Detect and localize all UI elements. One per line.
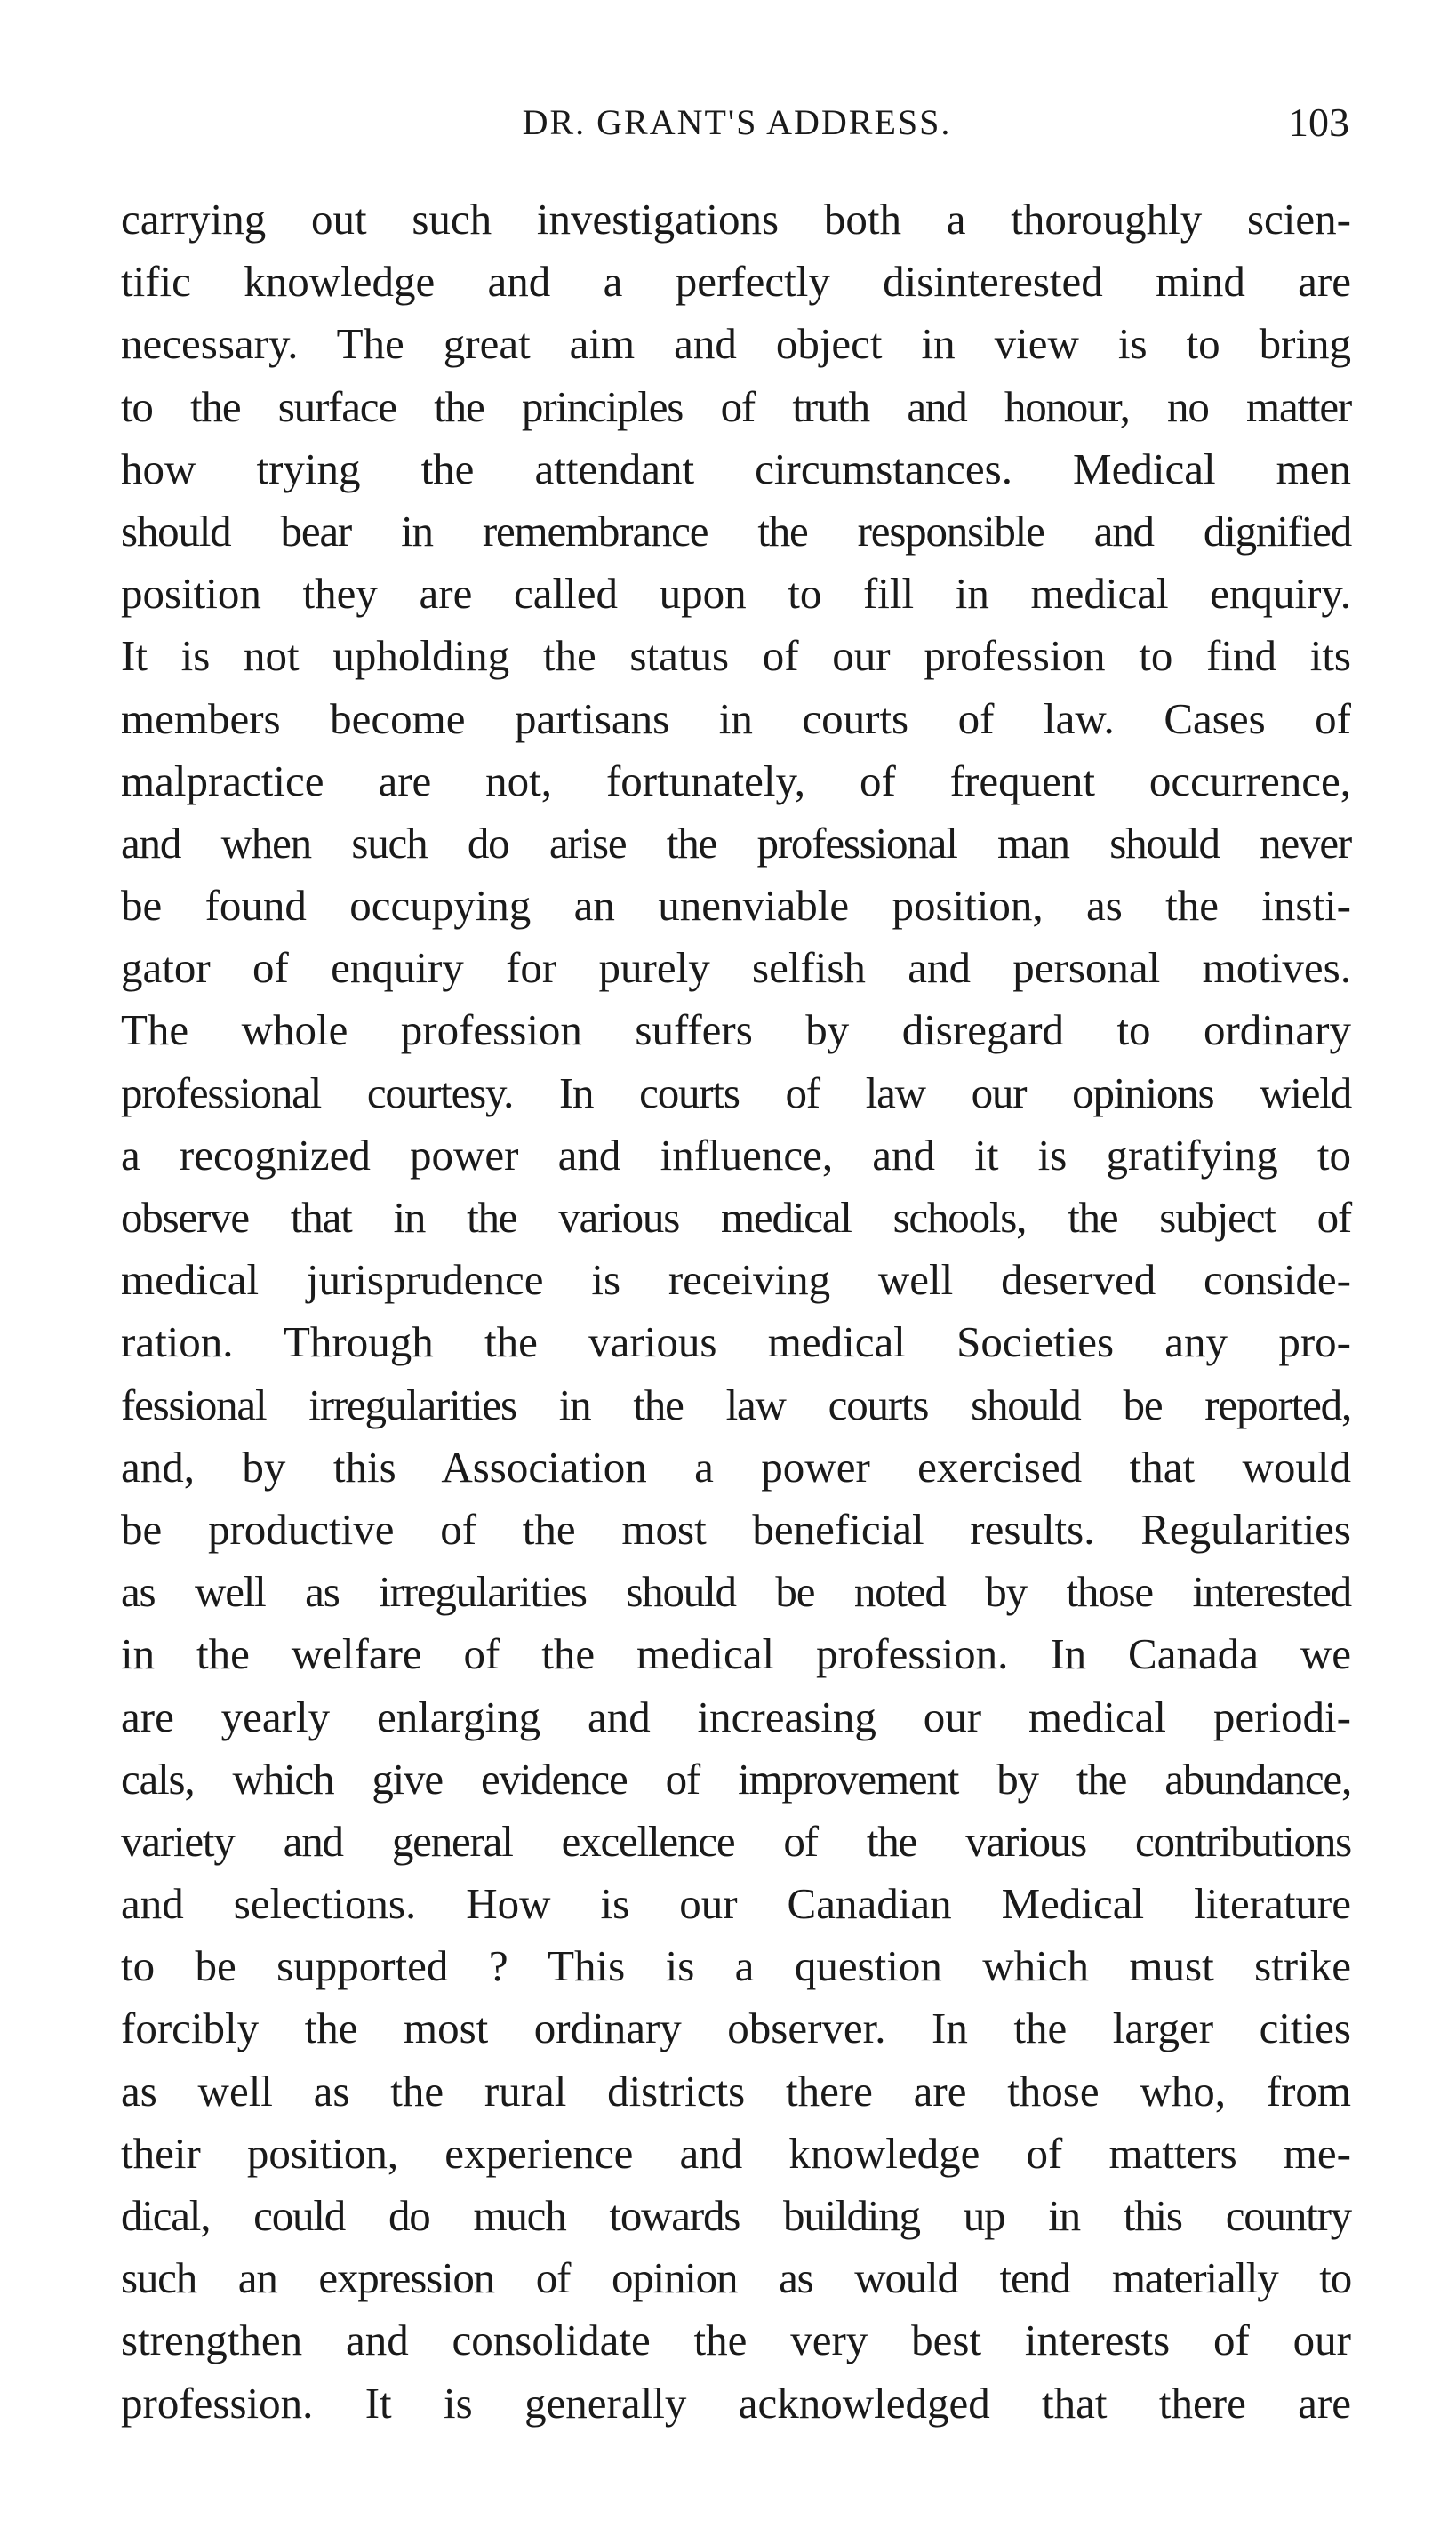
text-line: how trying the attendant circumstances. Medical men	[121, 444, 1351, 493]
text-line: and, by this Association a power exercised that would	[121, 1442, 1351, 1492]
text-line: position they are called upon to fill in medical enquiry.	[121, 569, 1351, 619]
text-line: strengthen and consolidate the very best interests of our	[121, 2316, 1351, 2365]
text-line: variety and general excellence of the various contributions	[121, 1816, 1351, 1866]
text-line: and when such do arise the professional man should never	[121, 818, 1351, 868]
text-line: their position, experience and knowledge of matters me-	[121, 2128, 1351, 2178]
text-line: be found occupying an unenviable position, as the insti-	[121, 881, 1351, 931]
text-line: observe that in the various medical schools, the subject of	[121, 1193, 1351, 1242]
body-text	[121, 188, 1351, 2435]
text-line: tific knowledge and a perfectly disinterested mind are	[121, 257, 1351, 307]
text-line: forcibly the most ordinary observer. In the larger cities	[121, 2004, 1351, 2053]
text-line: dical, could do much towards building up in this country	[121, 2191, 1351, 2240]
text-line: ration. Through the various medical Societies any pro-	[121, 1317, 1351, 1367]
running-title: DR. GRANT'S ADDRESS.	[522, 102, 952, 142]
text-line: to the surface the principles of truth and honour, no matter	[121, 381, 1351, 431]
text-line: medical jurisprudence is receiving well deserved conside-	[121, 1255, 1351, 1305]
text-line: fessional irregularities in the law courts should be reported,	[121, 1380, 1351, 1429]
text-line: members become partisans in courts of law. Cases of	[121, 693, 1351, 743]
text-line: to be supported ? This is a question which must strike	[121, 1941, 1351, 1991]
text-line: and selections. How is our Canadian Medical literature	[121, 1879, 1351, 1929]
text-line: malpractice are not, fortunately, of frequent occurrence,	[121, 756, 1351, 805]
text-line: It is not upholding the status of our profession to find its	[121, 631, 1351, 681]
text-line: cals, which give evidence of improvement by the abundance,	[121, 1754, 1351, 1804]
text-line: in the welfare of the medical profession. In Canada we	[121, 1629, 1351, 1679]
text-line: such an expression of opinion as would tend materially to	[121, 2253, 1351, 2303]
page-number: 103	[1288, 100, 1349, 145]
text-line: The whole profession suffers by disregard to ordinary	[121, 1005, 1351, 1055]
running-head	[124, 96, 1349, 149]
text-line: gator of enquiry for purely selfish and personal motives.	[121, 943, 1351, 993]
text-line: be productive of the most beneficial results. Regularities	[121, 1504, 1351, 1554]
text-line: should bear in remembrance the responsible and dignified	[121, 506, 1351, 556]
text-line: profession. It is generally acknowledged that there are	[121, 2378, 1351, 2428]
text-line: a recognized power and influence, and it is gratifying to	[121, 1130, 1351, 1180]
text-line: as well as the rural districts there are those who, from	[121, 2066, 1351, 2116]
text-line: are yearly enlarging and increasing our medical periodi-	[121, 1692, 1351, 1741]
text-line: as well as irregularities should be noted by those interested	[121, 1567, 1351, 1617]
text-line: carrying out such investigations both a thoroughly scien-	[121, 195, 1351, 244]
text-line: necessary. The great aim and object in view is to bring	[121, 319, 1351, 369]
text-line: professional courtesy. In courts of law our opinions wield	[121, 1068, 1351, 1117]
